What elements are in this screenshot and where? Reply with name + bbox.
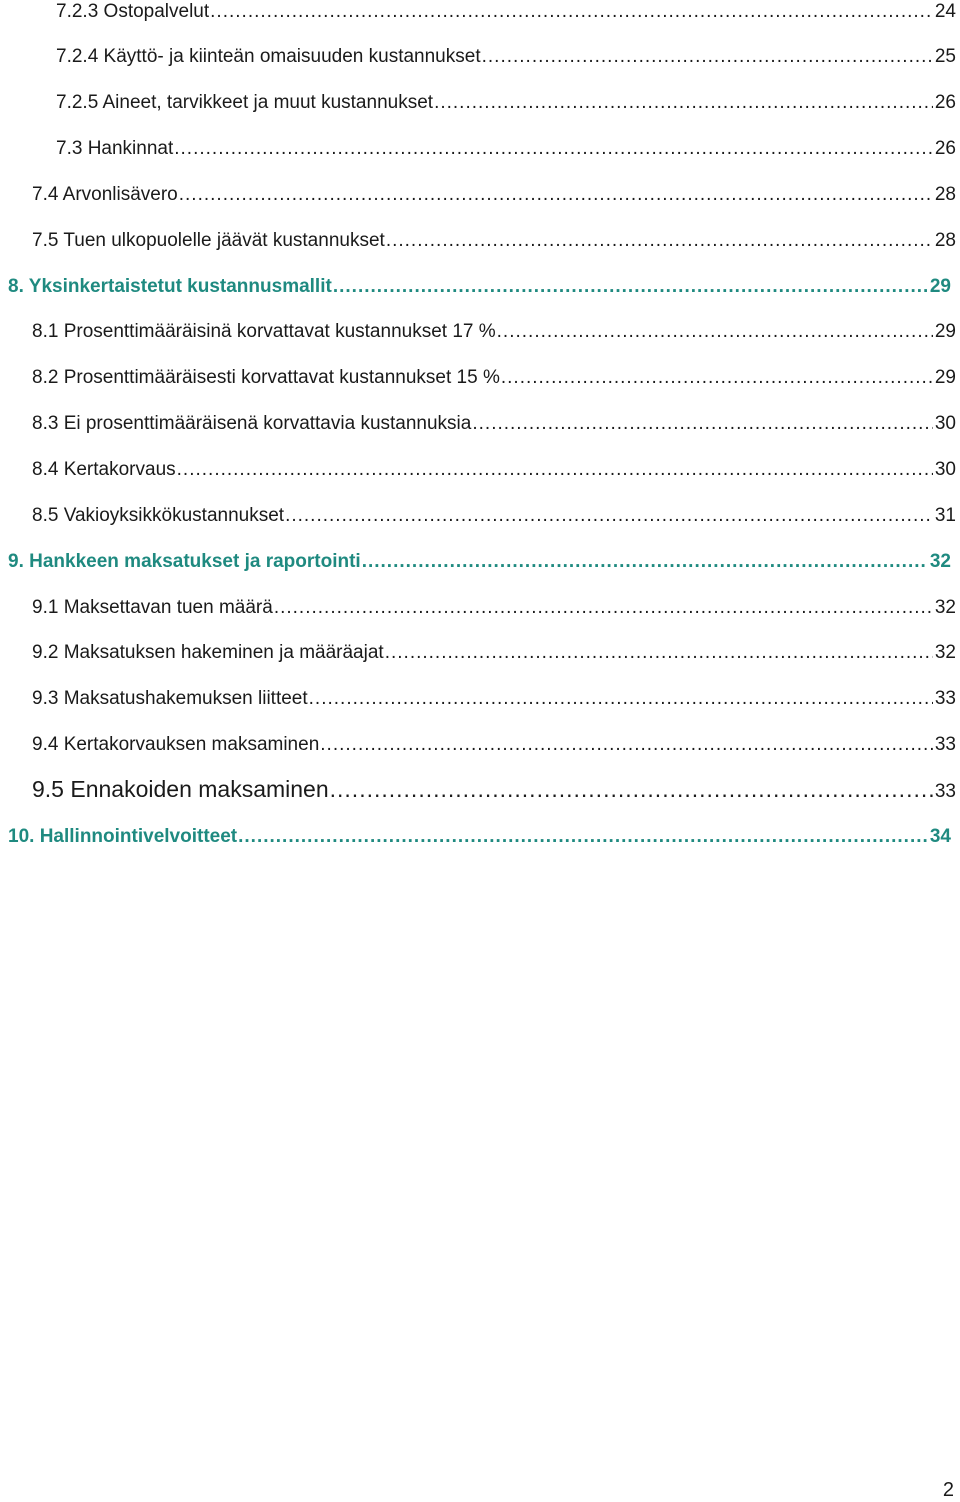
toc-chapter-entry[interactable] [8, 550, 951, 574]
toc-entry-page: 31 [934, 505, 956, 526]
toc-dot-leader [482, 45, 933, 69]
toc-entry[interactable] [56, 45, 956, 69]
toc-entry-label: 9. Hankkeen maksatukset ja raportointi [8, 551, 361, 572]
page-number: 2 [942, 1479, 954, 1501]
toc-entry-label: 9.5 Ennakoiden maksaminen [32, 776, 329, 802]
toc-entry-page: 33 [934, 734, 956, 755]
toc-entry-page: 29 [934, 367, 956, 388]
toc-entry-page: 24 [934, 1, 956, 22]
toc-entry[interactable] [32, 777, 956, 804]
toc-entry-label: 10. Hallinnointivelvoitteet [8, 826, 238, 847]
toc-entry-page: 26 [934, 92, 956, 113]
toc-chapter-entry[interactable] [8, 275, 951, 299]
toc-dot-leader [238, 825, 928, 849]
toc-dot-leader [320, 733, 933, 757]
toc-entry-page: 25 [934, 46, 956, 67]
toc-entry-page: 33 [934, 688, 956, 709]
toc-entry-page: 32 [934, 642, 956, 663]
toc-entry[interactable] [32, 687, 956, 711]
toc-dot-leader [174, 137, 933, 161]
toc-entry-page: 33 [934, 781, 956, 802]
toc-dot-leader [333, 275, 928, 299]
toc-entry-label: 9.3 Maksatushakemuksen liitteet [32, 688, 308, 709]
toc-entry-page: 30 [934, 413, 956, 434]
toc-entry-label: 7.2.3 Ostopalvelut [56, 1, 210, 22]
toc-entry-page: 29 [929, 276, 951, 297]
toc-dot-leader [434, 91, 933, 115]
toc-dot-leader [501, 366, 933, 390]
toc-entry[interactable] [32, 366, 956, 390]
toc-entry-label: 8.1 Prosenttimääräisinä korvattavat kustannukset 17 % [32, 321, 496, 342]
toc-entry-page: 26 [934, 138, 956, 159]
toc-dot-leader [285, 504, 933, 528]
toc-dot-leader [309, 687, 933, 711]
toc-entry-label: 8.2 Prosenttimääräisesti korvattavat kustannukset 15 % [32, 367, 500, 388]
toc-entry-label: 9.4 Kertakorvauksen maksaminen [32, 734, 320, 755]
toc-entry[interactable] [32, 504, 956, 528]
toc-dot-leader [330, 777, 933, 801]
toc-entry[interactable] [32, 412, 956, 436]
toc-entry-label: 7.2.5 Aineet, tarvikkeet ja muut kustannukset [56, 92, 434, 113]
toc-entry-label: 8.4 Kertakorvaus [32, 459, 176, 480]
toc-entry-label: 7.4 Arvonlisävero [32, 184, 178, 205]
toc-entry-label: 8. Yksinkertaistetut kustannusmallit [8, 276, 332, 297]
toc-dot-leader [179, 183, 933, 207]
toc-entry[interactable] [32, 641, 956, 665]
toc-chapter-entry[interactable] [8, 825, 951, 849]
toc-entry-page: 28 [934, 230, 956, 251]
toc-dot-leader [386, 229, 933, 253]
toc-dot-leader [362, 550, 928, 574]
toc-dot-leader [497, 320, 933, 344]
toc-entry-page: 28 [934, 184, 956, 205]
toc-dot-leader [210, 0, 933, 24]
toc-dot-leader [472, 412, 933, 436]
toc-entry-page: 32 [934, 597, 956, 618]
toc-entry[interactable] [32, 320, 956, 344]
toc-entry-page: 32 [929, 551, 951, 572]
toc-entry-page: 29 [934, 321, 956, 342]
toc-entry[interactable] [32, 596, 956, 620]
toc-entry-label: 7.5 Tuen ulkopuolelle jäävät kustannukset [32, 230, 385, 251]
toc-entry-label: 9.2 Maksatuksen hakeminen ja määräajat [32, 642, 384, 663]
toc-entry[interactable] [32, 733, 956, 757]
toc-entry[interactable] [32, 183, 956, 207]
toc-entry-page: 34 [929, 826, 951, 847]
toc-entry[interactable] [32, 458, 956, 482]
toc-entry[interactable] [56, 91, 956, 115]
toc-dot-leader [274, 596, 933, 620]
toc-entry-label: 9.1 Maksettavan tuen määrä [32, 597, 273, 618]
toc-entry-label: 7.3 Hankinnat [56, 138, 174, 159]
toc-entry-label: 8.5 Vakioyksikkökustannukset [32, 505, 285, 526]
toc-entry-label: 7.2.4 Käyttö- ja kiinteän omaisuuden kustannukset [56, 46, 481, 67]
toc-entry-page: 30 [934, 459, 956, 480]
toc-entry[interactable] [56, 137, 956, 161]
toc-dot-leader [385, 641, 933, 665]
toc-entry[interactable] [56, 0, 956, 24]
toc-dot-leader [177, 458, 933, 482]
toc-entry-label: 8.3 Ei prosenttimääräisenä korvattavia kustannuksia [32, 413, 472, 434]
toc-entry[interactable] [32, 229, 956, 253]
